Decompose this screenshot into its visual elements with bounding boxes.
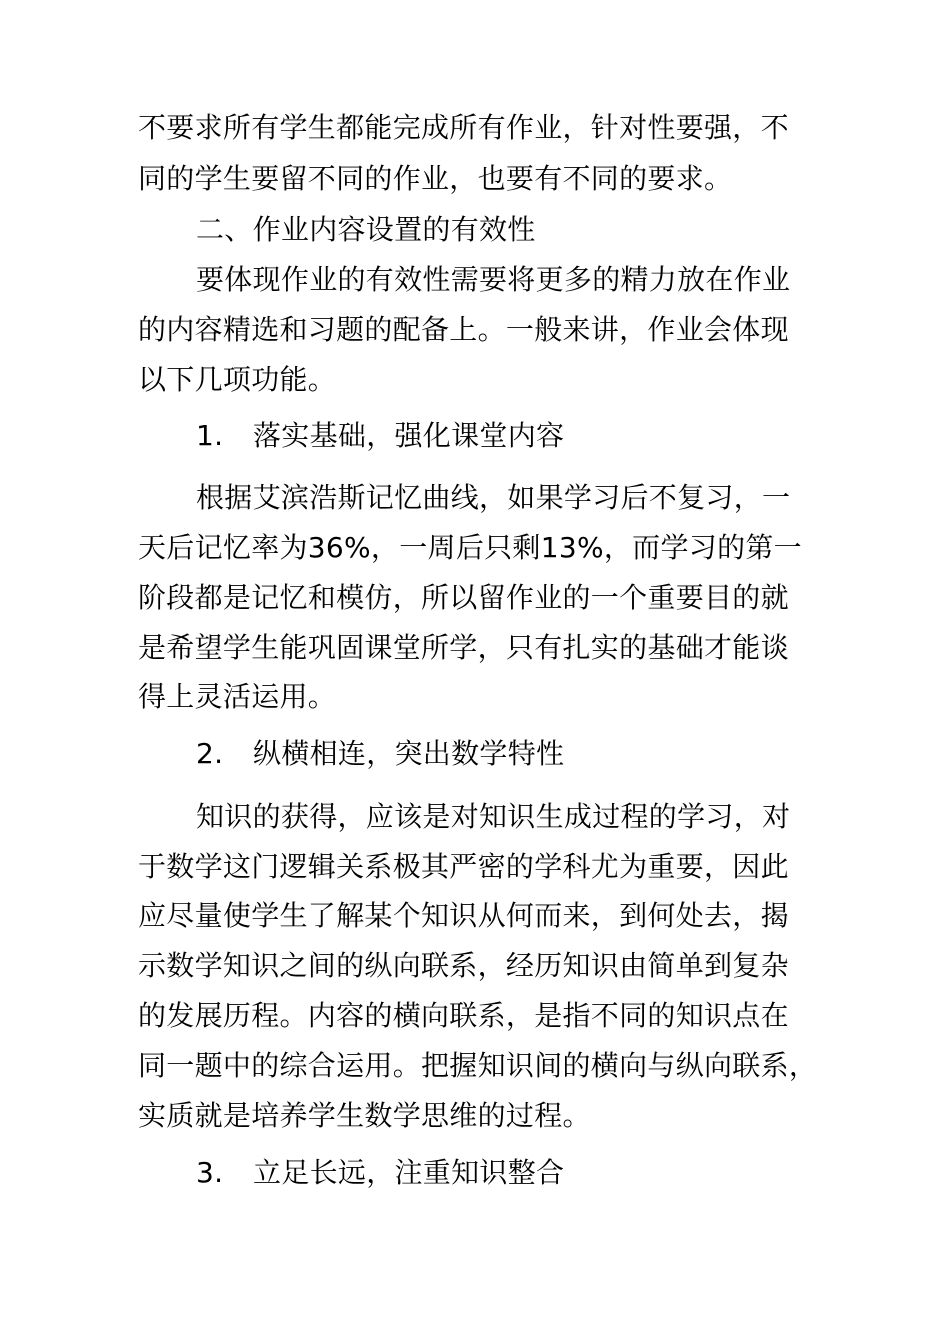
paragraph-line: 于数学这门逻辑关系极其严密的学科尤为重要，因此 bbox=[138, 850, 789, 883]
paragraph-line: 要体现作业的有效性需要将更多的精力放在作业 bbox=[196, 263, 791, 296]
paragraph-line: 得上灵活运用。 bbox=[138, 680, 337, 713]
paragraph-line: 同的学生要留不同的作业，也要有不同的要求。 bbox=[138, 162, 733, 195]
paragraph-line: 的内容精选和习题的配备上。一般来讲，作业会体现 bbox=[138, 313, 789, 346]
list-item-heading bbox=[196, 1153, 564, 1193]
paragraph-line: 根据艾滨浩斯记忆曲线，如果学习后不复习，一 bbox=[196, 481, 791, 514]
paragraph-line: 以下几项功能。 bbox=[138, 363, 337, 396]
paragraph-line: 实质就是培养学生数学思维的过程。 bbox=[138, 1099, 591, 1132]
list-item-heading bbox=[196, 416, 564, 456]
paragraph-line: 示数学知识之间的纵向联系，经历知识由简单到复杂 bbox=[138, 949, 789, 982]
list-item-title: 落实基础，强化课堂内容 bbox=[253, 419, 565, 452]
list-item-number: 3. bbox=[196, 1156, 224, 1189]
paragraph-line: 不要求所有学生都能完成所有作业，针对性要强，不 bbox=[138, 111, 789, 144]
paragraph-line: 同一题中的综合运用。把握知识间的横向与纵向联系， bbox=[138, 1049, 818, 1082]
list-item-heading bbox=[196, 734, 564, 774]
paragraph-line: 是希望学生能巩固课堂所学，只有扎实的基础才能谈 bbox=[138, 631, 789, 664]
list-item-title: 立足长远，注重知识整合 bbox=[253, 1156, 565, 1189]
paragraph-line: 知识的获得，应该是对知识生成过程的学习，对 bbox=[196, 800, 791, 833]
paragraph-line: 应尽量使学生了解某个知识从何而来，到何处去，揭 bbox=[138, 899, 789, 932]
list-item-number: 1. bbox=[196, 419, 224, 452]
section-heading: 二、作业内容设置的有效性 bbox=[196, 213, 536, 246]
paragraph-line: 的发展历程。内容的横向联系，是指不同的知识点在 bbox=[138, 999, 789, 1032]
paragraph-line: 阶段都是记忆和模仿，所以留作业的一个重要目的就 bbox=[138, 581, 789, 614]
list-item-number: 2. bbox=[196, 737, 224, 770]
paragraph-line: 天后记忆率为36%，一周后只剩13%，而学习的第一 bbox=[138, 531, 802, 564]
list-item-title: 纵横相连，突出数学特性 bbox=[253, 737, 565, 770]
